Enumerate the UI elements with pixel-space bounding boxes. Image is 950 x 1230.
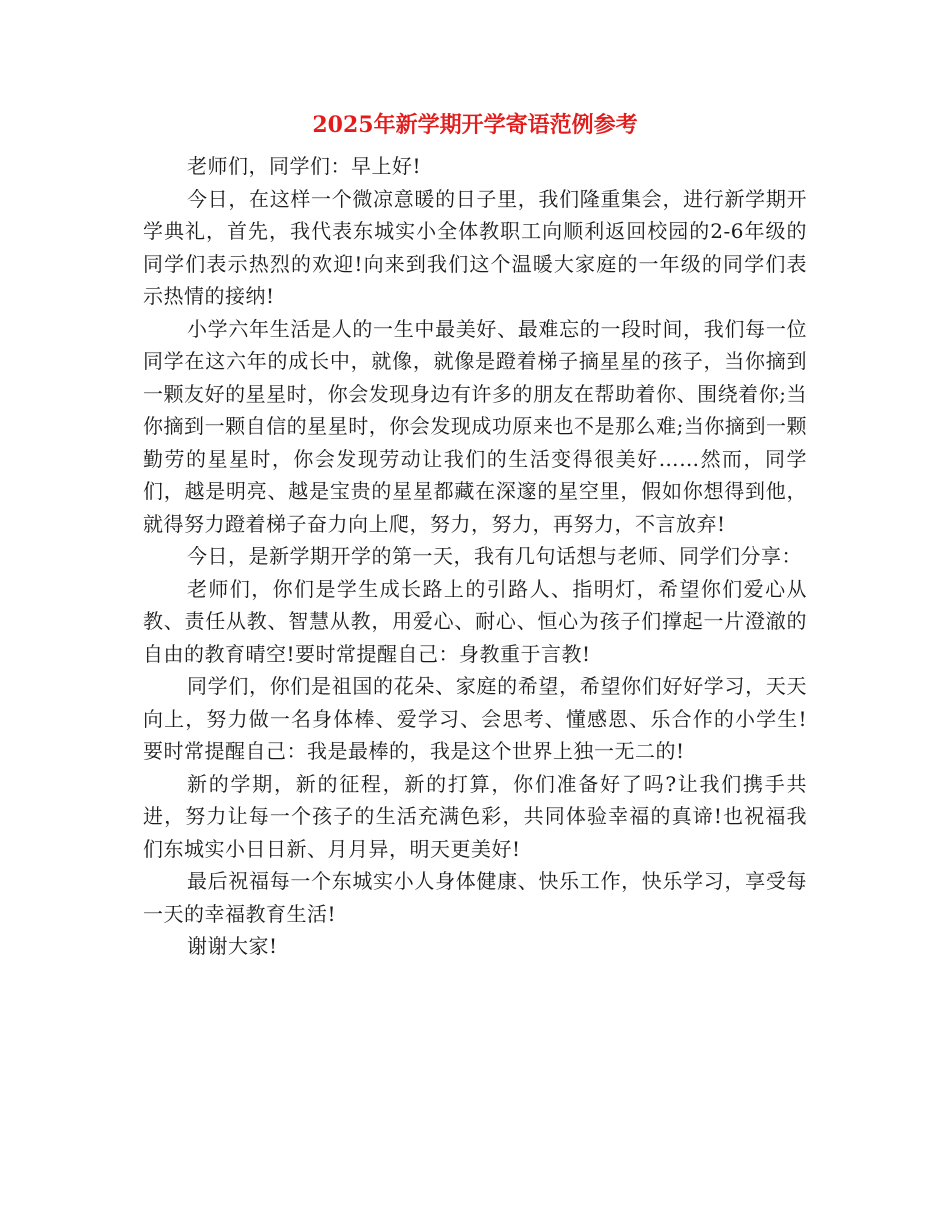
document-title: 2025年新学期开学寄语范例参考 bbox=[312, 112, 638, 138]
paragraph-stars: 小学六年生活是人的一生中最美好、最难忘的一段时间，我们每一位同学在这六年的成长中，就像，就像是蹬着梯子摘星星的孩子，当你摘到一颗友好的星星时，你会发现身边有许多的朋友在帮助着你、围绕着你;当你摘到一颗自信的星星时，你会发现成功原来也不是那么难;当你摘到一颗勤劳的星星时，你会发现劳动让我们的生活变得很美好……然而，同学们，越是明亮、越是宝贵的星星都藏在深邃的星空里，假如你想得到他，就得努力蹬着梯子奋力向上爬，努力，努力，再努力，不言放弃! bbox=[143, 316, 807, 536]
paragraph-welcome: 今日，在这样一个微凉意暖的日子里，我们隆重集会，进行新学期开学典礼，首先，我代表东城实小全体教职工向顺利返回校园的2-6年级的同学们表示热烈的欢迎!向来到我们这个温暖大家庭的一年级的同学们表示热情的接纳! bbox=[143, 186, 807, 308]
paragraph-greeting: 老师们，同学们：早上好! bbox=[187, 154, 422, 178]
document-body bbox=[143, 150, 807, 963]
paragraph-thanks: 谢谢大家! bbox=[187, 934, 278, 958]
paragraph-students: 同学们，你们是祖国的花朵、家庭的希望，希望你们好好学习，天天向上，努力做一名身体棒、爱学习、会思考、懂感恩、乐合作的小学生!要时常提醒自己：我是最棒的，我是这个世界上独一无二的! bbox=[143, 674, 807, 763]
paragraph-blessing: 最后祝福每一个东城实小人身体健康、快乐工作，快乐学习，享受每一天的幸福教育生活! bbox=[143, 869, 807, 926]
paragraph-new-term: 新的学期，新的征程，新的打算，你们准备好了吗?让我们携手共进，努力让每一个孩子的生活充满色彩，共同体验幸福的真谛!也祝福我们东城实小日日新、月月异，明天更美好! bbox=[143, 771, 807, 861]
paragraph-share-intro: 今日，是新学期开学的第一天，我有几句话想与老师、同学们分享： bbox=[187, 544, 802, 568]
paragraph-teachers: 老师们，你们是学生成长路上的引路人、指明灯，希望你们爱心从教、责任从教、智慧从教，用爱心、耐心、恒心为孩子们撑起一片澄澈的自由的教育晴空!要时常提醒自己：身教重于言教! bbox=[143, 576, 807, 666]
